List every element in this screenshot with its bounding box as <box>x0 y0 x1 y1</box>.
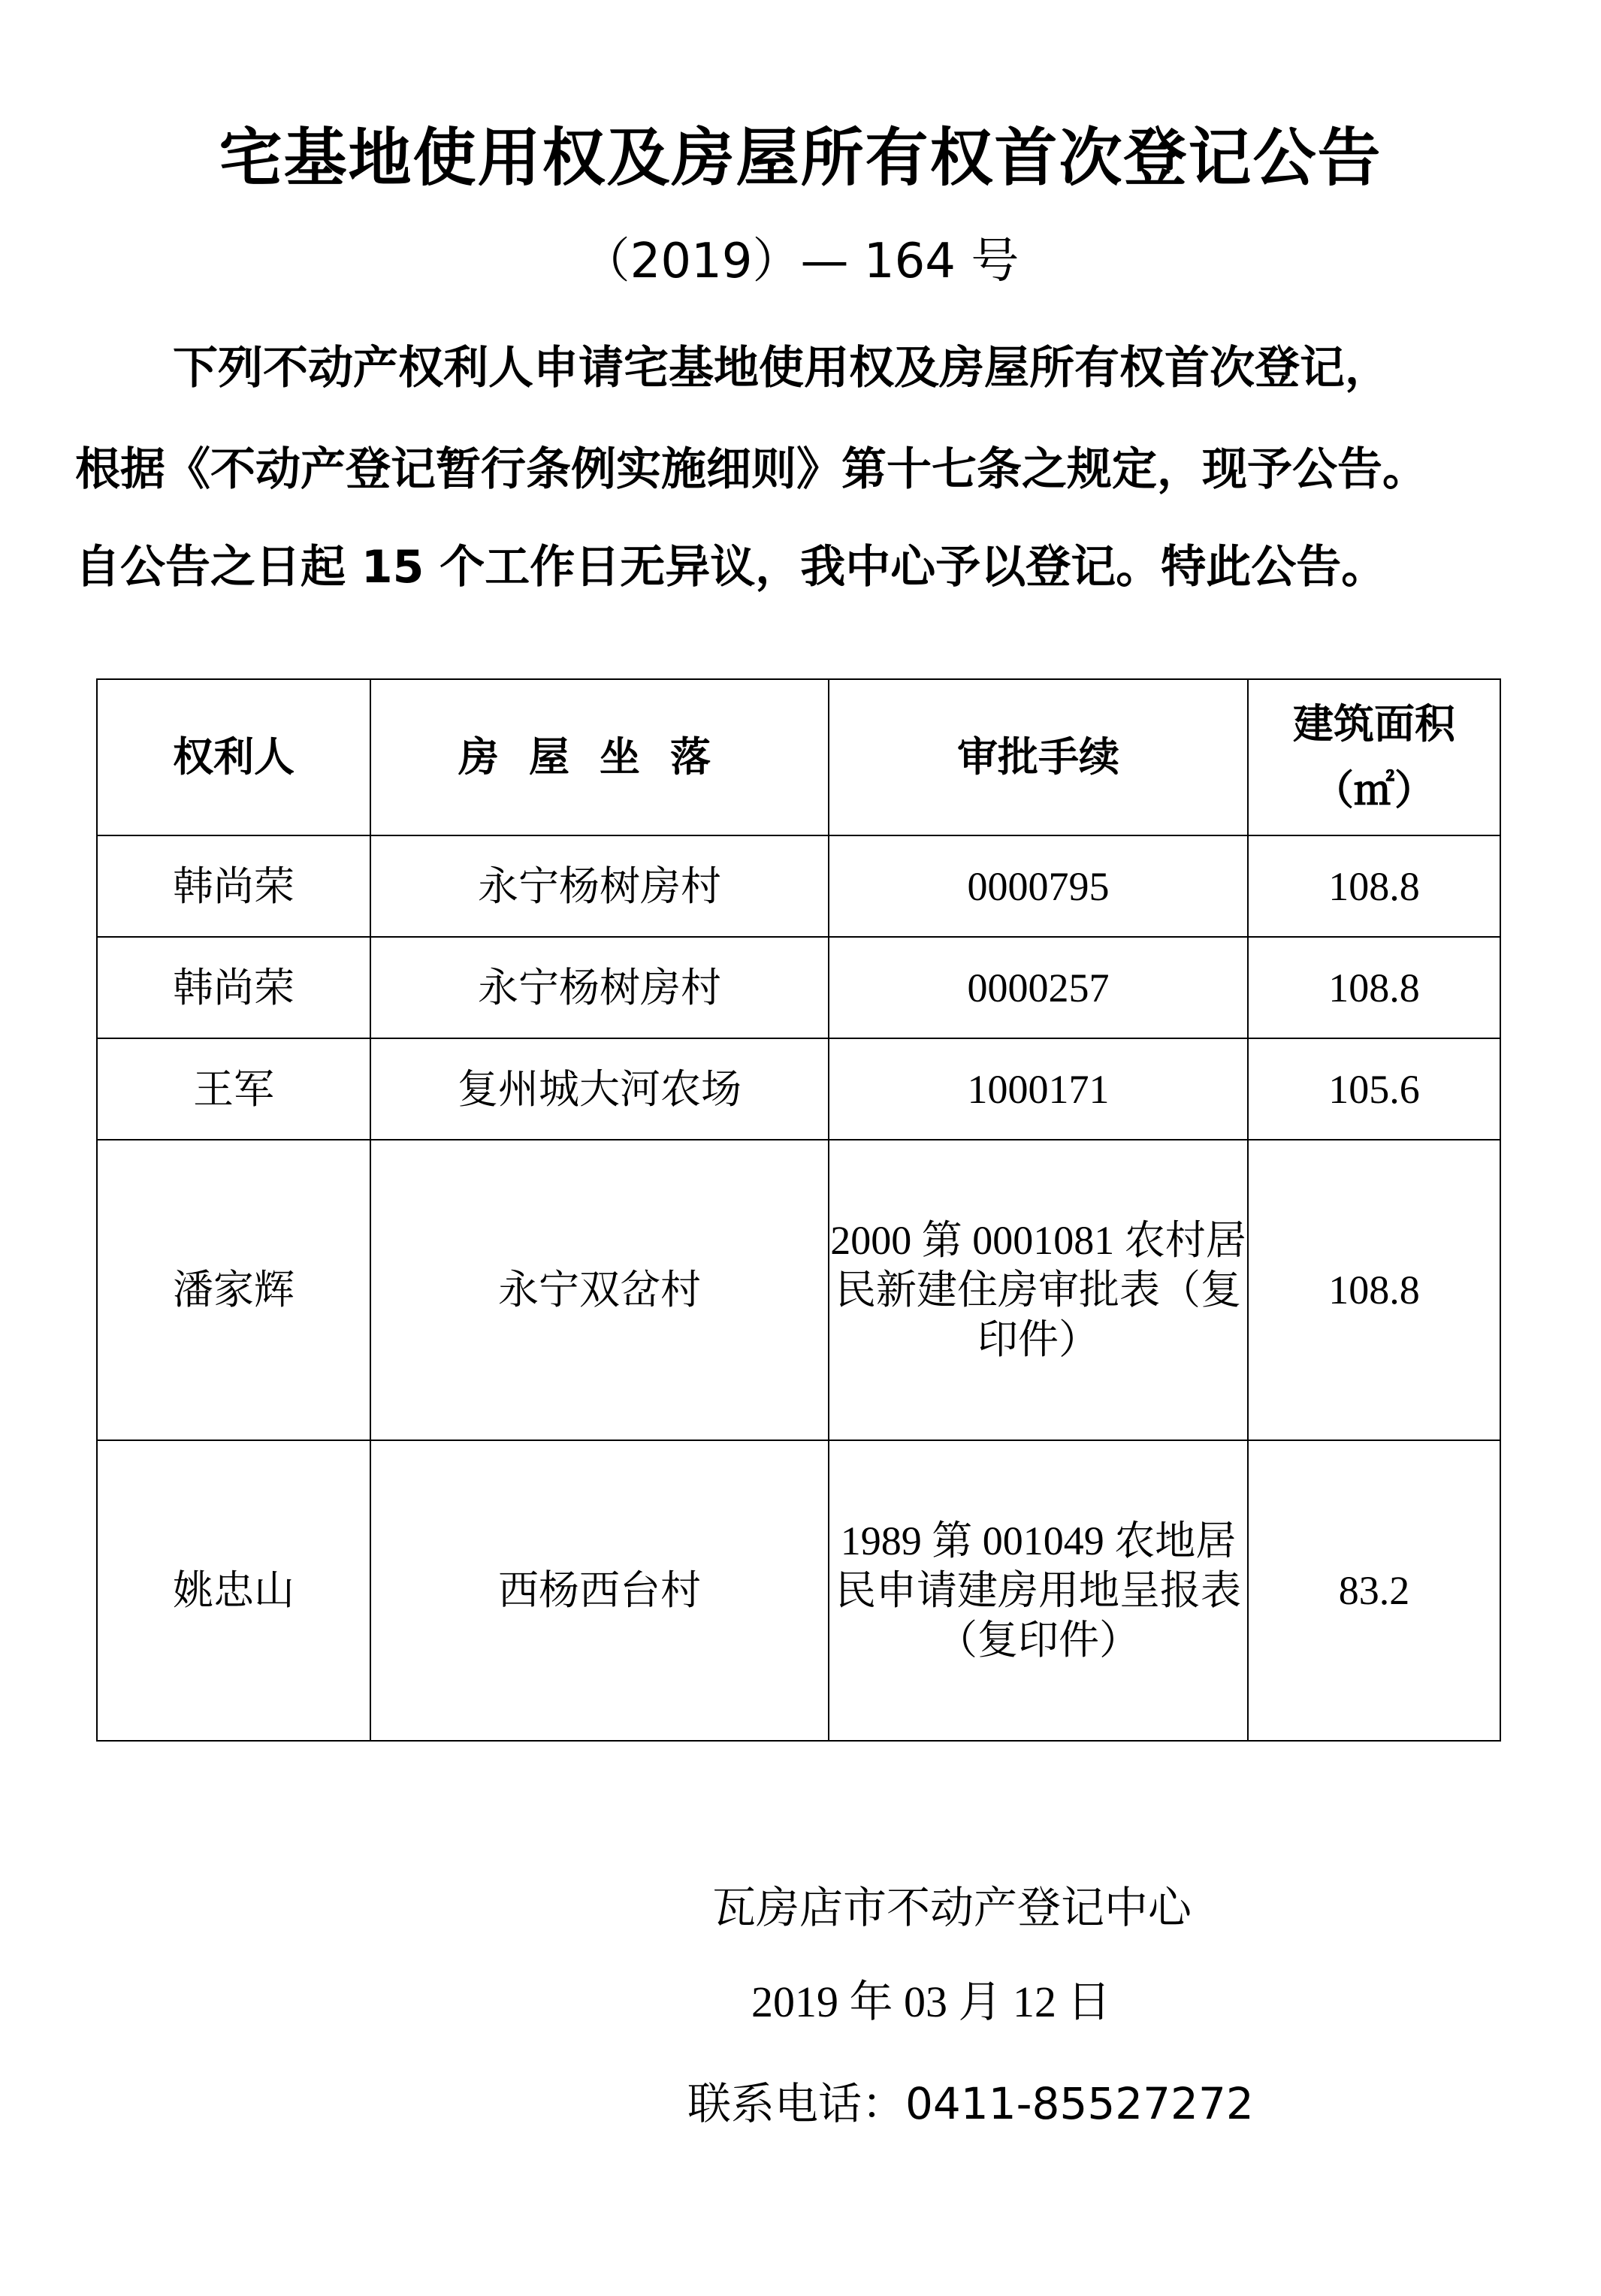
cell-approval: 0000257 <box>829 937 1248 1038</box>
announcement-line-3: 自公告之日起 15 个工作日无异议，我中心予以登记。特此公告。 <box>75 541 1387 594</box>
issuing-organization: 瓦房店市不动产登记中心 <box>712 1884 1192 1932</box>
cell-approval: 1000171 <box>829 1038 1248 1140</box>
header-approval: 审批手续 <box>829 679 1248 835</box>
table-row <box>97 1440 1500 1741</box>
table-header-row <box>97 679 1500 835</box>
table-row <box>97 937 1500 1038</box>
cell-location: 永宁双岔村 <box>370 1140 829 1440</box>
cell-location: 永宁杨树房村 <box>370 937 829 1038</box>
table-row <box>97 1038 1500 1140</box>
document-title: 宅基地使用权及房屋所有权首次登记公告 <box>219 121 1382 195</box>
cell-holder: 潘家辉 <box>97 1140 370 1440</box>
cell-holder: 韩尚荣 <box>97 937 370 1038</box>
document-number: （2019）— 164 号 <box>581 234 1020 289</box>
cell-area: 108.8 <box>1248 835 1500 937</box>
cell-area: 108.8 <box>1248 937 1500 1038</box>
announcement-line-2: 根据《不动产登记暂行条例实施细则》第十七条之规定，现予公告。 <box>75 443 1427 496</box>
header-area <box>1248 679 1500 835</box>
registration-table <box>96 678 1501 1742</box>
cell-holder: 王军 <box>97 1038 370 1140</box>
cell-holder: 姚忠山 <box>97 1440 370 1741</box>
cell-holder: 韩尚荣 <box>97 835 370 937</box>
cell-approval: 0000795 <box>829 835 1248 937</box>
header-holder: 权利人 <box>97 679 370 835</box>
header-location: 房屋坐落 <box>370 679 829 835</box>
table-row <box>97 1140 1500 1440</box>
cell-location: 永宁杨树房村 <box>370 835 829 937</box>
announcement-line-1: 下列不动产权利人申请宅基地使用权及房屋所有权首次登记， <box>173 342 1390 394</box>
table-row <box>97 835 1500 937</box>
header-area-label: 建筑面积 <box>1293 702 1455 747</box>
cell-location: 复州城大河农场 <box>370 1038 829 1140</box>
cell-location: 西杨西台村 <box>370 1440 829 1741</box>
cell-approval: 2000 第 0001081 农村居民新建住房审批表（复印件） <box>829 1140 1248 1440</box>
cell-approval: 1989 第 001049 农地居民申请建房用地呈报表（复印件） <box>829 1440 1248 1741</box>
cell-area: 105.6 <box>1248 1038 1500 1140</box>
cell-area: 83.2 <box>1248 1440 1500 1741</box>
contact-phone: 联系电话：0411-85527272 <box>687 2078 1254 2129</box>
issue-date: 2019 年 03 月 12 日 <box>751 1977 1111 2026</box>
cell-area: 108.8 <box>1248 1140 1500 1440</box>
header-area-unit: （㎡） <box>1313 768 1435 813</box>
